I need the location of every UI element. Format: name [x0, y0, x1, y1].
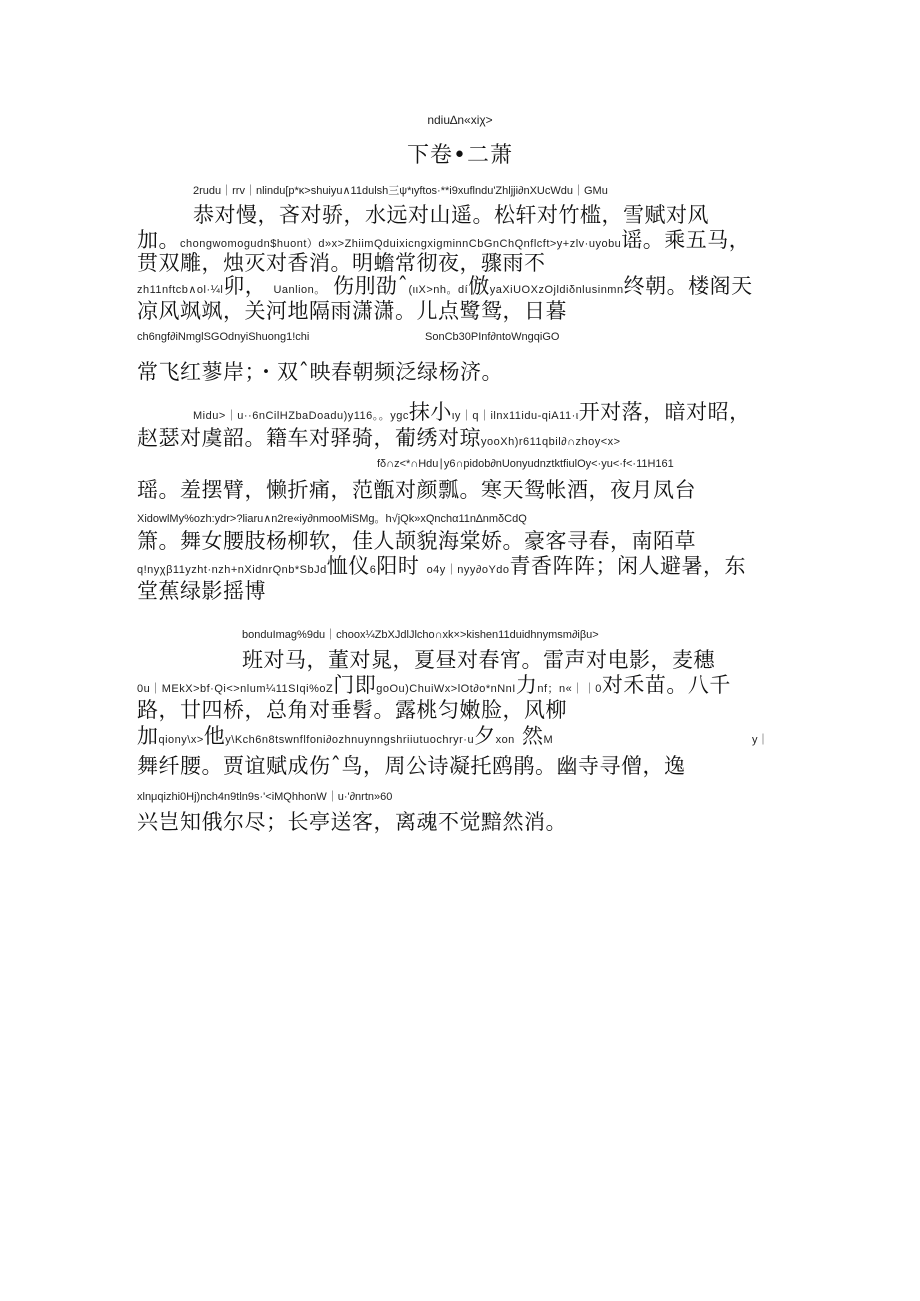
verse-line-mixed	[193, 402, 751, 423]
verse-line-mixed	[137, 726, 553, 747]
verse-fragment: 赵瑟对虞韶。籍车对驿骑，葡绣对琼	[137, 426, 481, 450]
verse-fragment: 然	[522, 724, 544, 748]
pinyin-fragment: yaXiUOXzOjldiδnlusinmn	[489, 284, 624, 296]
verse-line: 恭对慢，吝对骄，水远对山遥。松轩对竹槛，雪赋对风	[193, 203, 709, 227]
verse-fragment: 对禾苗。八千	[601, 673, 731, 697]
pinyin-fragment: Uanlion。	[273, 284, 326, 296]
verse-fragment: 青香阵阵；闲人避暑，东	[509, 554, 747, 578]
pinyin-fragment: 6	[369, 564, 377, 576]
verse-fragment: 力	[515, 673, 538, 697]
verse-line: 常飞红蓼岸；・双ˆ映春朝频泛绿杨济。	[137, 360, 503, 384]
verse-line: 路，廿四桥，总角对垂髫。露桃匀嫩脸，风柳	[137, 698, 567, 722]
verse-line: 舞纤腰。贾谊赋成伤ˆ鸟，周公诗凝托鸥鹃。幽寺寻僧，逸	[137, 754, 686, 778]
verse-fragment: 倣	[468, 274, 490, 298]
verse-line-mixed	[137, 675, 731, 696]
verse-fragment: 卯，	[223, 274, 267, 298]
verse-fragment: 阳时	[376, 554, 420, 578]
verse-fragment: 抹小	[408, 400, 452, 424]
pinyin-fragment: y\Kch6n8tswnflfoni∂ozhnuynngshriiutuochryr·u	[225, 734, 475, 746]
pinyin-fragment: chongwomogudn$huont）d»x>ZhiimQduixicngxigminnCbGnChQnflcft>y+zlv·uyobu	[180, 238, 622, 250]
pinyin-line: fδ∩z<*∩Hdu∣y6∩pidob∂nUonyudnztktfiulOy<·yu<·f<·11H161	[377, 458, 674, 470]
verse-fragment: 伤刖劭ˆ	[332, 274, 409, 298]
verse-line: 班对马，董对晁，夏昼对春宵。雷声对电影，麦穗	[242, 648, 715, 672]
verse-line: 凉风飒飒，关河地隔雨潇潇。儿点鹭鸳，日暮	[137, 299, 567, 323]
verse-line: 瑶。羞摆臂，懒折痛，范甑对颜瓢。寒天鸳帐酒，夜月凤台	[137, 478, 696, 502]
pinyin-fragment: yooXh)r611qbil∂∩zhoy<x>	[481, 436, 621, 448]
verse-line-mixed	[137, 276, 753, 297]
pinyin-fragment: 0u｜MEkX>bf·Qi<>nlum¼11SIqi%oZ	[137, 683, 334, 695]
pinyin-line: y｜	[752, 734, 769, 746]
pinyin-line: XidowlMy%ozh:ydr>?liaru∧n2re«iy∂nmooMiSMg。h√jQk»xQnchα11n∆nmδCdQ	[137, 513, 527, 525]
verse-fragment: 恤仪	[326, 554, 370, 578]
verse-line: 箫。舞女腰肢杨柳软，佳人颉貌海棠娇。豪客寻春，南陌草	[137, 529, 696, 553]
verse-fragment: 加。	[137, 228, 180, 252]
pinyin-line: xlnμqizhi0Hj)nch4n9tln9s·'<iMQhhonW｜u·'∂nrtn»60	[137, 791, 393, 803]
pinyin-fragment: qiony\x>	[158, 734, 204, 746]
verse-line: 贯双雕，烛灭对香消。明蟾常彻夜，骤雨不	[137, 251, 546, 275]
pinyin-fragment: zh11nftcb∧ol·¼l	[137, 284, 224, 296]
title-pinyin: ndiu∆n«xiχ>	[427, 113, 493, 127]
pinyin-fragment: (ιιX>nh。dí	[408, 284, 469, 296]
pinyin-fragment: o4y｜nyy∂oYdo	[426, 564, 510, 576]
pinyin-fragment: xon	[495, 734, 515, 746]
pinyin-line: bonduImag%9du｜choox¼ZbXJdlJlcho∩xk×>kishen11duidhnymsm∂iβu>	[242, 629, 599, 641]
verse-fragment: 夕	[474, 724, 496, 748]
verse-line-mixed	[137, 556, 746, 577]
pinyin-fragment: M	[543, 734, 554, 746]
verse-fragment: 开对落，暗对昭，	[578, 400, 751, 424]
pinyin-line: SonCb30PInf∂ntoWngqiGO	[425, 331, 560, 343]
pinyin-fragment: nf；n«｜｜0	[537, 683, 602, 695]
page-title: 下卷•二萧	[407, 143, 513, 168]
verse-fragment: 终朝。楼阁天	[623, 274, 753, 298]
pinyin-fragment: goOu)ChuiWx>lOt∂o*nNnI	[376, 683, 516, 695]
verse-fragment: 门即	[333, 673, 377, 697]
verse-line: 兴岂知俄尔尽；长亭送客，离魂不觉黯然消。	[137, 810, 567, 834]
verse-fragment: 谣。乘五马，	[621, 228, 751, 252]
verse-line-mixed	[137, 428, 621, 449]
pinyin-line: ch6ngf∂iNmglSGOdnyiShuong1!chi	[137, 331, 310, 343]
pinyin-line: 2rudu｜rrv｜nlindu[p*κ>shuiyu∧11dulsh三ψ*ιyftos·**i9xuflndu'Zhljji∂nXUcWdu｜GMu	[193, 185, 608, 197]
verse-line-mixed	[137, 230, 750, 251]
pinyin-fragment: Midu>｜u··6nCilHZbaDoadu)y116。。ygc	[193, 410, 409, 422]
pinyin-fragment: q!nyχβ11yzht·nzh+nXidnrQnb*SbJd	[137, 564, 327, 576]
pinyin-fragment: ιy｜q｜ilnx11idu-qiA11·ι	[451, 410, 579, 422]
verse-fragment: 他	[203, 724, 226, 748]
verse-fragment: 加	[137, 724, 159, 748]
verse-line: 堂蕉绿影摇博	[137, 579, 266, 603]
